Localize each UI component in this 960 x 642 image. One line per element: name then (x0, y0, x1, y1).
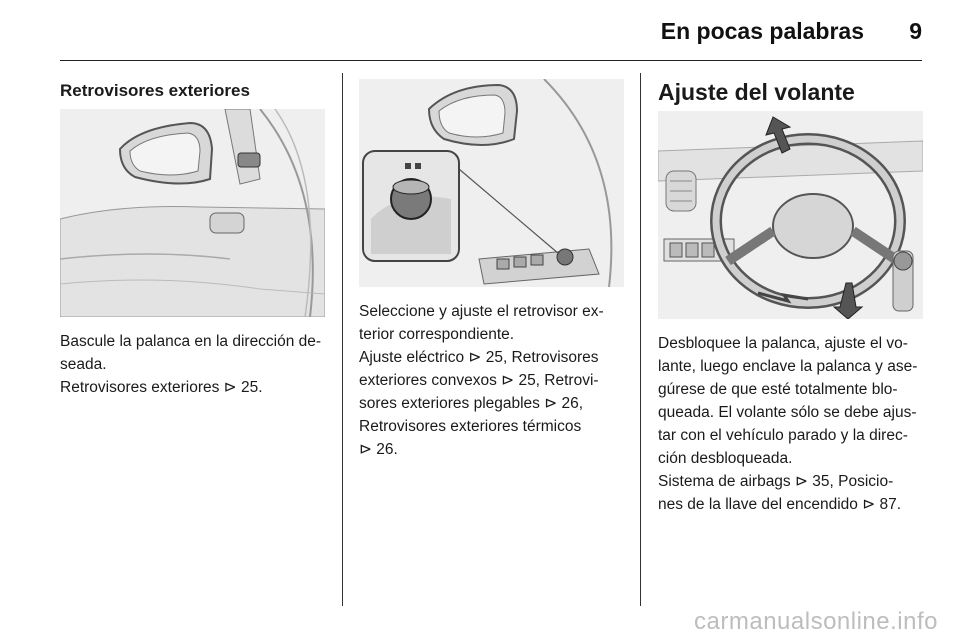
text-line: terior correspondiente. (359, 326, 515, 343)
section-heading-mirrors: Retrovisores exteriores (60, 81, 250, 100)
text-block-2 (359, 303, 604, 464)
text-line: queada. El volante sólo se debe ajus- (658, 404, 917, 421)
column-steering (658, 73, 923, 513)
text-line: Retrovisores exteriores térmicos (359, 418, 582, 435)
page-number: 9 (909, 18, 922, 44)
figure-steering-wheel (658, 111, 923, 319)
text-block-3 (658, 335, 917, 519)
text-line: exteriores convexos ⊳ 25, Retrovi- (359, 372, 599, 389)
text-line: sores exteriores plegables ⊳ 26, (359, 395, 584, 412)
column-mirrors (60, 73, 325, 396)
column-divider-1 (342, 73, 343, 606)
text-line: gúrese de que esté totalmente blo- (658, 381, 898, 398)
text-line: Ajuste eléctrico ⊳ 25, Retrovisores (359, 349, 599, 366)
section-heading-steering: Ajuste del volante (658, 79, 855, 105)
text-line: Bascule la palanca en la dirección de- (60, 333, 322, 350)
figure-mirror-switch (359, 79, 624, 287)
text-line: Desbloquee la palanca, ajuste el vo- (658, 335, 908, 352)
page-title: En pocas palabras (660, 18, 864, 44)
text-line: lante, luego enclave la palanca y ase- (658, 358, 918, 375)
text-line: nes de la llave del encendido ⊳ 87. (658, 496, 902, 513)
column-divider-2 (640, 73, 641, 606)
text-line: Sistema de airbags ⊳ 35, Posicio- (658, 473, 894, 490)
text-line: Retrovisores exteriores ⊳ 25. (60, 379, 263, 396)
text-line: Seleccione y ajuste el retrovisor ex- (359, 303, 604, 320)
text-line: tar con el vehículo parado y la direc- (658, 427, 908, 444)
watermark-text: carmanualsonline.info (694, 608, 938, 635)
page-header (60, 0, 922, 61)
figure-door-mirror (60, 109, 325, 317)
text-line: seada. (60, 356, 107, 373)
text-block-1 (60, 333, 321, 402)
text-line: ción desbloqueada. (658, 450, 793, 467)
text-line: ⊳ 26. (359, 441, 398, 458)
